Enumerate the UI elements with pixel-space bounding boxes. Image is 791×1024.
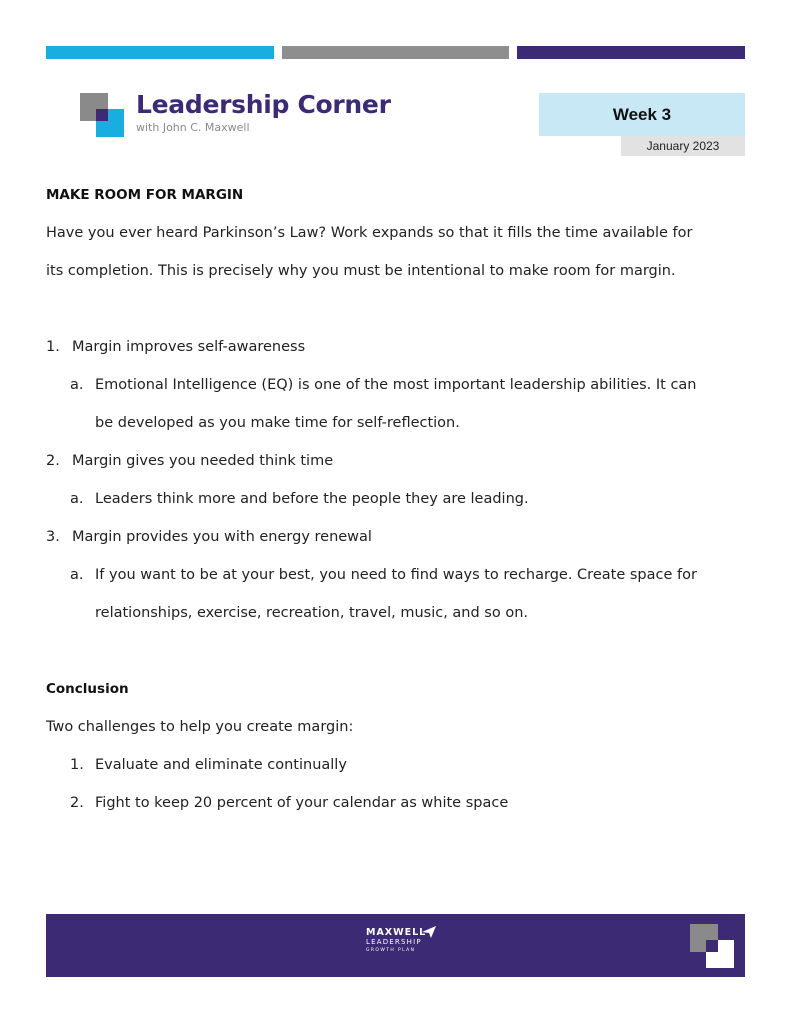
list-number: 2. <box>46 453 60 469</box>
sub-list-text: Leaders think more and before the people they are leading. <box>95 491 529 507</box>
sub-list-letter: a. <box>70 567 84 583</box>
sub-list-text: Emotional Intelligence (EQ) is one of the most important leadership abilities. It can <box>95 377 697 393</box>
logo-subtitle: with John C. Maxwell <box>136 121 250 134</box>
maxwell-leadership-logo <box>366 928 446 954</box>
sub-list-text: be developed as you make time for self-reflection. <box>95 415 460 431</box>
leadership-corner-logo-icon <box>80 93 124 137</box>
challenge-number: 1. <box>70 757 84 773</box>
list-item-title: Margin gives you needed think time <box>72 453 334 469</box>
logo-title: Leadership Corner <box>136 90 391 119</box>
conclusion-heading: Conclusion <box>46 681 129 697</box>
list-item-title: Margin provides you with energy renewal <box>72 529 372 545</box>
footer-bar <box>46 914 745 977</box>
intro-line: its completion. This is precisely why you must be intentional to make room for margin. <box>46 263 676 279</box>
sub-list-letter: a. <box>70 491 84 507</box>
top-bar-purple <box>517 46 745 59</box>
top-bar-gray <box>282 46 509 59</box>
top-bar-cyan <box>46 46 274 59</box>
challenge-text: Fight to keep 20 percent of your calendar as white space <box>95 795 509 811</box>
list-number: 1. <box>46 339 60 355</box>
footer-brand-line: MAXWELL <box>366 927 427 938</box>
sub-list-text: relationships, exercise, recreation, travel, music, and so on. <box>95 605 529 621</box>
footer-brand-line: GROWTH PLAN <box>366 948 416 953</box>
list-item-title: Margin improves self-awareness <box>72 339 306 355</box>
sub-list-letter: a. <box>70 377 84 393</box>
list-number: 3. <box>46 529 60 545</box>
challenge-number: 2. <box>70 795 84 811</box>
article-heading: MAKE ROOM FOR MARGIN <box>46 187 244 203</box>
footer-logo-mark-icon <box>690 924 734 968</box>
footer-brand-line: LEADERSHIP <box>366 938 422 946</box>
paper-plane-icon <box>422 926 436 938</box>
challenge-text: Evaluate and eliminate continually <box>95 757 347 773</box>
intro-line: Have you ever heard Parkinson’s Law? Work expands so that it fills the time available for <box>46 225 693 241</box>
conclusion-intro: Two challenges to help you create margin: <box>46 719 354 735</box>
sub-list-text: If you want to be at your best, you need to find ways to recharge. Create space for <box>95 567 697 583</box>
week-box <box>539 93 745 136</box>
week-label: Week 3 <box>612 104 672 124</box>
date-label: January 2023 <box>646 139 720 153</box>
date-box <box>621 136 745 156</box>
